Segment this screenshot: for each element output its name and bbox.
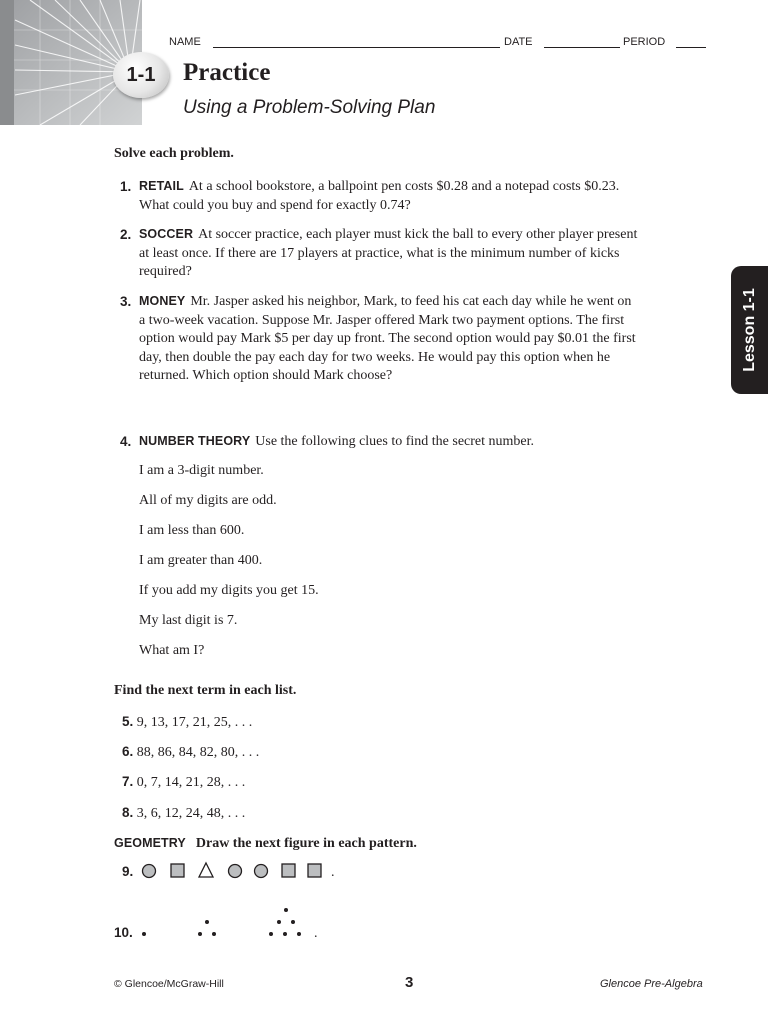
sequence-item <box>122 713 252 733</box>
problem-number: 4. <box>120 434 132 449</box>
circle-shape <box>143 865 156 878</box>
square-shape <box>171 864 184 877</box>
problem-line: At a school bookstore, a ballpoint pen costs $0.28 and a notepad costs $0.23. <box>188 179 620 194</box>
dot <box>277 920 281 924</box>
sequence-item <box>122 743 259 763</box>
sequence-text: 0, 7, 14, 21, 28, . . . <box>136 775 246 790</box>
footer-page-number: 3 <box>405 974 414 991</box>
problem-number: 2. <box>120 227 132 242</box>
sequence-item <box>122 773 245 793</box>
footer-copyright: © Glencoe/McGraw-Hill <box>114 978 224 990</box>
problem-line: returned. Which option should Mark choose? <box>139 368 393 384</box>
circle-shape <box>229 865 242 878</box>
date-field-line[interactable] <box>544 47 620 48</box>
item-number: 5. <box>122 714 134 729</box>
problem-number: 3. <box>120 294 132 309</box>
clue-item: I am greater than 400. <box>139 553 263 568</box>
clue-item: I am less than 600. <box>139 523 245 538</box>
footer-book-title: Glencoe Pre-Algebra <box>600 978 703 990</box>
dot <box>269 932 273 936</box>
section3-instruction: Draw the next figure in each pattern. <box>195 836 417 851</box>
dot <box>291 920 295 924</box>
square-shape <box>282 864 295 877</box>
square-shape <box>308 864 321 877</box>
problem-number: 1. <box>120 179 132 194</box>
item-number: 6. <box>122 744 134 759</box>
geometry-tag: GEOMETRY <box>114 836 186 850</box>
dot <box>142 932 146 936</box>
name-field-line[interactable] <box>213 47 500 48</box>
clue-item: What am I? <box>139 643 205 658</box>
pattern-end-mark: . <box>314 926 318 941</box>
problem-line: What could you buy and spend for exactly 0.74? <box>139 197 411 213</box>
date-label: DATE <box>504 36 533 48</box>
dot <box>212 932 216 936</box>
circle-shape <box>255 865 268 878</box>
section3-heading <box>114 834 417 852</box>
page-subtitle: Using a Problem-Solving Plan <box>183 97 436 118</box>
clue-item: If you add my digits you get 15. <box>139 583 319 598</box>
dot <box>205 920 209 924</box>
dot <box>283 932 287 936</box>
problem-tag: SOCCER <box>139 227 194 241</box>
clue-item: I am a 3-digit number. <box>139 463 264 478</box>
lesson-side-tab <box>731 266 768 394</box>
pattern-end-mark: . <box>331 865 335 880</box>
clue-item: All of my digits are odd. <box>139 493 277 508</box>
dot <box>297 932 301 936</box>
problem-line: required? <box>139 264 192 280</box>
sequence-text: 88, 86, 84, 82, 80, . . . <box>136 745 260 760</box>
sequence-item <box>122 804 245 824</box>
item-number: 8. <box>122 805 134 820</box>
item-number: 7. <box>122 774 134 789</box>
page-title: Practice <box>183 59 271 86</box>
problem-line: Mr. Jasper asked his neighbor, Mark, to feed his cat each day while he went on <box>190 294 632 309</box>
section2-instruction: Find the next term in each list. <box>114 683 297 698</box>
period-label: PERIOD <box>623 36 666 48</box>
clue-item: My last digit is 7. <box>139 613 238 628</box>
triangle-shape <box>199 863 213 877</box>
dot <box>198 932 202 936</box>
problem-line: option would pay Mark $5 per day up front. The second option would pay $0.01 the first <box>139 331 636 347</box>
problem-line: At soccer practice, each player must kick the ball to every other player present <box>198 227 638 242</box>
problem-tag: NUMBER THEORY <box>139 434 251 448</box>
sequence-text: 9, 13, 17, 21, 25, . . . <box>136 715 253 730</box>
dot <box>284 908 288 912</box>
problem-line: a two-week vacation. Suppose Mr. Jasper offered Mark two payment options. The first <box>139 312 625 328</box>
period-field-line[interactable] <box>676 47 706 48</box>
lesson-number-badge: 1-1 <box>113 52 169 98</box>
problem-line: Use the following clues to find the secret number. <box>255 434 535 449</box>
section1-instruction: Solve each problem. <box>114 146 234 161</box>
problem-2 <box>120 225 710 283</box>
item-number: 9. <box>122 864 134 879</box>
problem-line: at least once. If there are 17 players at practice, what is the minimum number of kicks <box>139 245 620 261</box>
problem-line: day, then double the pay each day for two weeks. He would pay this option when he <box>139 349 611 365</box>
name-label: NAME <box>169 36 201 48</box>
lesson-side-tab-label: Lesson 1-1 <box>740 288 758 372</box>
sequence-text: 3, 6, 12, 24, 48, . . . <box>136 806 246 821</box>
item-number: 10. <box>114 925 133 940</box>
problem-tag: RETAIL <box>139 179 184 193</box>
shape-pattern-9 <box>140 860 340 882</box>
problem-1 <box>120 177 710 217</box>
problem-3 <box>120 292 710 387</box>
problem-4 <box>120 432 710 452</box>
problem-tag: MONEY <box>139 294 186 308</box>
